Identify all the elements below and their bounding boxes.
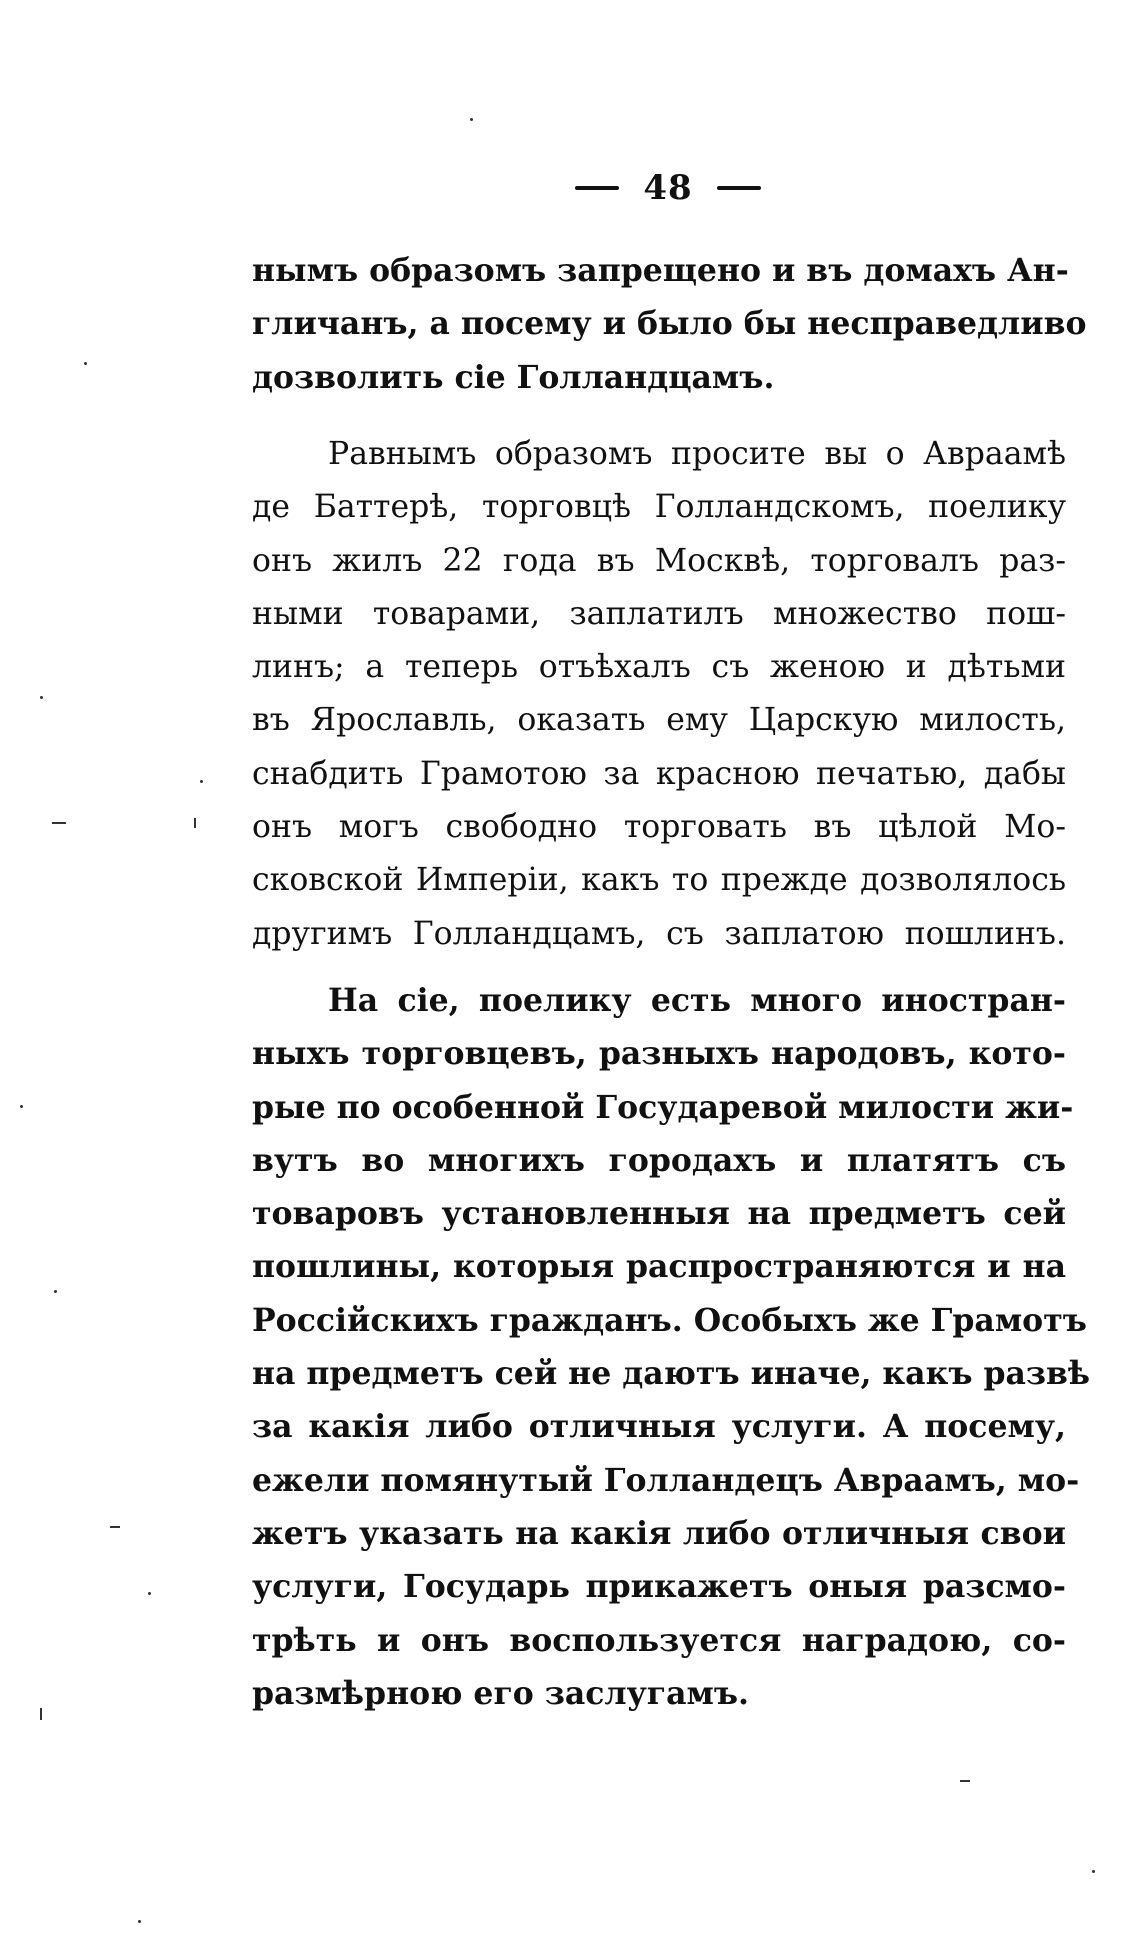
text-line: гличанъ, а посему и было бы несправедливо: [252, 305, 1087, 343]
text-line: за какія либо отличныя услуги. А посему,: [252, 1408, 1066, 1446]
scan-speck: [470, 118, 473, 121]
text-line: нымъ образомъ запрещено и въ домахъ Ан-: [252, 252, 1069, 289]
text-line: ныхъ торговцевъ, разныхъ народовъ, кото-: [252, 1035, 1066, 1073]
text-line: другимъ Голландцамъ, съ заплатою пошлинъ.: [252, 915, 1066, 952]
scan-speck: [960, 1780, 970, 1782]
text-line: пошлины, которыя распространяются и на: [252, 1248, 1066, 1286]
text-line: товаровъ установленныя на предметъ сей: [252, 1195, 1066, 1233]
text-line: де Баттерѣ, торговцѣ Голландскомъ, поелику: [252, 489, 1066, 526]
paragraph-2: [252, 428, 1066, 961]
text-line: дозволить сіе Голландцамъ.: [252, 358, 775, 396]
text-line: вутъ во многихъ городахъ и платятъ съ: [252, 1141, 1066, 1179]
scan-speck: [84, 362, 87, 365]
scan-speck: [40, 696, 43, 699]
scan-speck: [148, 1592, 151, 1595]
text-line: ными товарами, заплатилъ множество пош-: [252, 595, 1066, 632]
header-dash-left: [575, 186, 619, 190]
page-number: 48: [643, 168, 693, 208]
text-line: на предметъ сей не даютъ иначе, какъ развѣ: [252, 1355, 1091, 1393]
scan-speck: [52, 822, 66, 824]
scan-speck: [20, 1105, 23, 1108]
text-line: На сіе, поелику есть много иностран-: [328, 982, 1066, 1019]
text-line: онъ жилъ 22 года въ Москвѣ, торговалъ раз-: [252, 542, 1066, 579]
text-line: въ Ярославль, оказать ему Царскую милость,: [252, 702, 1066, 739]
text-line: жетъ указать на какія либо отличныя свои: [252, 1514, 1066, 1552]
scan-speck: [40, 1708, 42, 1720]
text-line: снабдить Грамотою за красною печатью, дабы: [252, 755, 1066, 792]
scan-speck: [110, 1526, 120, 1528]
scan-speck: [200, 780, 203, 783]
text-line: рые по особенной Государевой милости жи-: [252, 1088, 1074, 1126]
scan-speck: [194, 818, 196, 828]
text-line: онъ могъ свободно торговать въ цѣлой Мо-: [252, 809, 1066, 846]
header-dash-right: [717, 186, 761, 190]
text-line: размѣрною его заслугамъ.: [252, 1674, 750, 1712]
scan-speck: [54, 1290, 57, 1293]
paragraph-1: [252, 244, 1087, 404]
text-line: Россійскихъ гражданъ. Особыхъ же Грамотъ: [252, 1301, 1087, 1339]
text-line: ежели помянутый Голландецъ Авраамъ, мо-: [252, 1461, 1080, 1499]
page-header: [548, 168, 788, 208]
scan-speck: [1092, 1870, 1095, 1873]
scan-speck: [138, 1920, 141, 1923]
paragraph-3: [252, 974, 1091, 1720]
text-line: линъ; а теперь отъѣхалъ съ женою и дѣтьми: [252, 649, 1066, 686]
text-line: трѣть и онъ воспользуется наградою, со-: [252, 1621, 1066, 1659]
text-line: сковской Имперіи, какъ то прежде дозволялось: [252, 862, 1066, 899]
text-line: Равнымъ образомъ просите вы о Авраамѣ: [328, 436, 1066, 472]
text-line: услуги, Государь прикажетъ оныя разсмо-: [252, 1568, 1066, 1606]
